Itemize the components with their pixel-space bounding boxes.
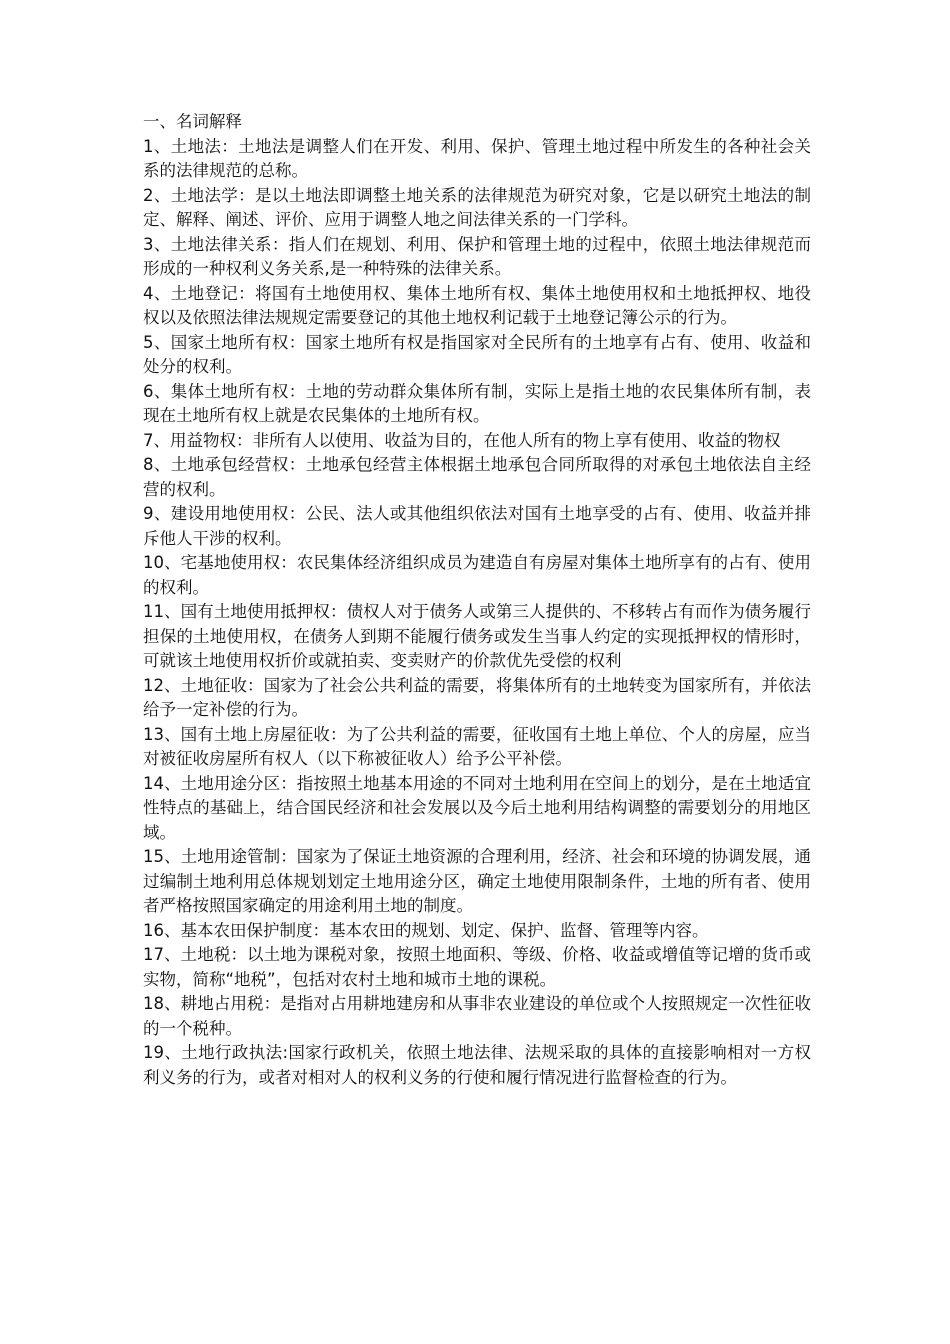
- definition-entry-16: 16、基本农田保护制度：基本农田的规划、划定、保护、监督、管理等内容。: [143, 920, 709, 940]
- definition-entry-7: 7、用益物权：非所有人以使用、收益为目的，在他人所有的物上享有使用、收益的物权: [143, 430, 781, 450]
- definition-entry-12: 12、土地征收：国家为了社会公共利益的需要，将集体所有的土地转变为国家所有，并依法给予一定补偿的行为。: [143, 675, 811, 719]
- section-heading: 一、名词解释: [143, 112, 242, 131]
- definition-entry-18: 18、耕地占用税：是指对占用耕地建房和从事非农业建设的单位或个人按照规定一次性征收的一个税种。: [143, 994, 811, 1038]
- definition-entry-15: 15、土地用途管制：国家为了保证土地资源的合理利用，经济、社会和环境的协调发展，通过编制土地利用总体规划划定土地用途分区，确定土地使用限制条件，土地的所有者、使用者严格按照国家确定的用途利用土地的制度。: [143, 847, 811, 915]
- definition-entry-2: 2、土地法学：是以土地法即调整土地关系的法律规范为研究对象，它是以研究土地法的制定、解释、阐述、评价、应用于调整人地之间法律关系的一门学科。: [143, 185, 811, 229]
- definition-entry-13: 13、国有土地上房屋征收：为了公共利益的需要，征收国有土地上单位、个人的房屋，应当对被征收房屋所有权人（以下称被征收人）给予公平补偿。: [143, 724, 811, 768]
- definition-entry-17: 17、土地税：以土地为课税对象，按照土地面积、等级、价格、收益或增值等记增的货币或实物，简称“地税”，包括对农村土地和城市土地的课税。: [143, 945, 811, 989]
- document-page: [143, 110, 811, 1090]
- definition-entry-14: 14、土地用途分区：指按照土地基本用途的不同对土地利用在空间上的划分，是在土地适宜性特点的基础上，结合国民经济和社会发展以及今后土地利用结构调整的需要划分的用地区域。: [143, 773, 811, 842]
- definition-entry-19: 19、土地行政执法:国家行政机关，依照土地法律、法规采取的具体的直接影响相对一方权利义务的行为，或者对相对人的权利义务的行使和履行情况进行监督检查的行为。: [143, 1043, 811, 1087]
- definition-entry-10: 10、宅基地使用权：农民集体经济组织成员为建造自有房屋对集体土地所享有的占有、使用的权利。: [143, 553, 811, 597]
- definition-entry-3: 3、土地法律关系：指人们在规划、利用、保护和管理土地的过程中，依照土地法律规范而形成的一种权利义务关系,是一种特殊的法律关系。: [143, 234, 811, 278]
- definition-entry-1: 1、土地法：土地法是调整人们在开发、利用、保护、管理土地过程中所发生的各种社会关系的法律规范的总称。: [143, 136, 811, 180]
- definition-entry-11: 11、国有土地使用抵押权：债权人对于债务人或第三人提供的、不移转占有而作为债务履行担保的土地使用权，在债务人到期不能履行债务或发生当事人约定的实现抵押权的情形时，可就该土地使用权折价或就拍卖、变卖财产的价款优先受偿的权利: [143, 602, 811, 670]
- definition-entry-5: 5、国家土地所有权：国家土地所有权是指国家对全民所有的土地享有占有、使用、收益和处分的权利。: [143, 332, 811, 376]
- definition-entry-4: 4、土地登记：将国有土地使用权、集体土地所有权、集体土地使用权和土地抵押权、地役权以及依照法律法规规定需要登记的其他土地权利记载于土地登记簿公示的行为。: [143, 283, 811, 327]
- definition-entry-9: 9、建设用地使用权：公民、法人或其他组织依法对国有土地享受的占有、使用、收益并排斥他人干涉的权利。: [143, 504, 811, 548]
- definition-entry-8: 8、土地承包经营权：土地承包经营主体根据土地承包合同所取得的对承包土地依法自主经营的权利。: [143, 455, 811, 499]
- definition-entry-6: 6、集体土地所有权：土地的劳动群众集体所有制，实际上是指土地的农民集体所有制，表现在土地所有权上就是农民集体的土地所有权。: [143, 381, 811, 425]
